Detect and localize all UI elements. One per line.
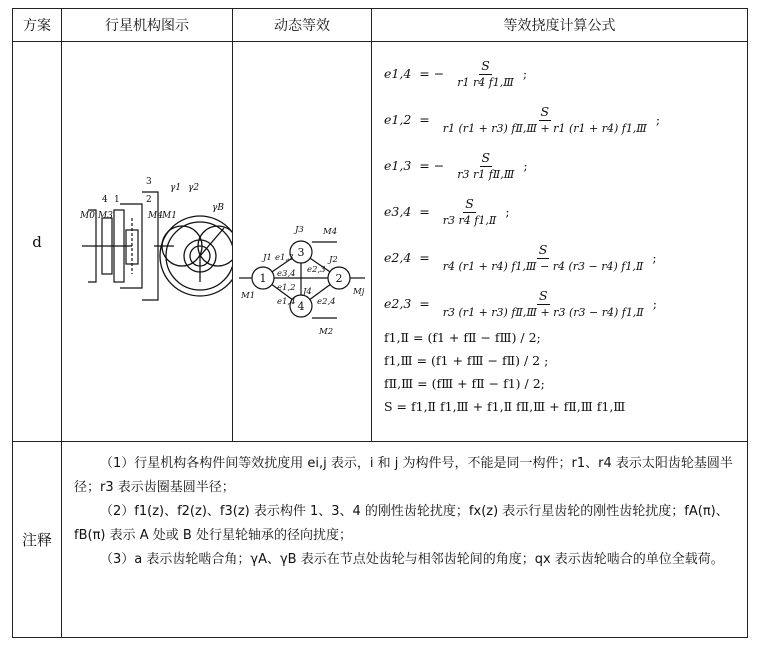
- note-1: （1）行星机构各构件间等效扰度用 ei,j 表示，i 和 j 为构件号，不能是同一构件；r1、r4 表示太阳齿轮基圆半径；r3 表示齿圈基圆半径；: [74, 456, 733, 495]
- notes-row: [13, 442, 748, 638]
- dyn-label-e23: e2,3: [307, 265, 326, 275]
- formula-e14: [384, 50, 747, 96]
- formula-lhs: e2,4: [384, 249, 412, 265]
- header-mechanism: 行星机构图示: [62, 9, 233, 42]
- dyn-node-1-label: 1: [259, 272, 267, 285]
- header-dynamic: 动态等效: [233, 9, 372, 42]
- formula-sign: =: [419, 249, 430, 265]
- fraction-denominator: r3 r1 fⅡ,Ⅲ: [457, 167, 515, 181]
- formula-tail: ;: [655, 111, 661, 127]
- dynamic-cell: [233, 42, 372, 442]
- formula-sign: =: [419, 203, 430, 219]
- dyn-label-m2: M2: [319, 327, 334, 337]
- fraction-numerator: S: [538, 287, 548, 303]
- mechanism-cell: [62, 42, 233, 442]
- fraction-numerator: S: [481, 149, 491, 165]
- formula-sign: = −: [419, 157, 445, 173]
- fraction-denominator: r3 r4 f1,Ⅱ: [442, 213, 497, 227]
- header-formula: 等效挠度计算公式: [372, 9, 748, 42]
- dyn-label-e24: e2,4: [317, 297, 336, 307]
- formula-tail: ;: [522, 65, 528, 81]
- planetary-mechanism-diagram: [62, 42, 232, 437]
- fraction-denominator: r4 (r1 + r4) f1,Ⅲ − r4 (r3 − r4) f1,Ⅱ: [442, 259, 644, 273]
- dyn-label-e14: e1,4: [277, 297, 296, 307]
- mech-ring-gear-circle: [160, 216, 232, 296]
- mech-label-3: 3: [146, 177, 152, 187]
- dyn-label-m4: M4: [323, 227, 338, 237]
- fraction-denominator: r1 (r1 + r3) fⅡ,Ⅲ + r1 (r1 + r4) f1,Ⅲ: [442, 121, 647, 135]
- dyn-label-j2: J2: [329, 255, 338, 265]
- header-row: [13, 9, 748, 42]
- mech-label-gammaB: γB: [212, 203, 224, 213]
- formula-cell: [372, 42, 748, 442]
- formula-e13: [384, 142, 747, 188]
- formula-e12: [384, 96, 747, 142]
- dyn-label-e34: e3,4: [277, 269, 296, 279]
- fraction: [455, 150, 516, 181]
- scheme-id: d: [13, 42, 62, 442]
- formula-e24: [384, 234, 747, 280]
- formula-e34: [384, 188, 747, 234]
- formula-tail: ;: [523, 157, 528, 173]
- mech-label-gamma2: γ2: [188, 183, 200, 193]
- mech-label-m3: M3: [98, 211, 113, 221]
- formula-e23: [384, 280, 747, 326]
- formula-tail: ;: [652, 249, 657, 265]
- formula-lhs: e1,3: [384, 157, 412, 173]
- note-3: （3）a 表示齿轮啮合角；γA、γB 表示在节点处齿轮与相邻齿轮间的角度；qx 表示齿轮啮合的单位全载荷。: [100, 552, 724, 567]
- fraction: [441, 104, 649, 135]
- fraction-numerator: S: [465, 195, 474, 211]
- mech-label-gamma1: γ1: [170, 183, 182, 193]
- dyn-label-m1: M1: [241, 291, 256, 301]
- dyn-node-4-label: 4: [297, 300, 305, 313]
- formula-lhs: e1,2: [384, 111, 412, 127]
- fraction: [441, 196, 499, 227]
- mech-label-2: 2: [146, 195, 152, 205]
- mech-label-m1: M1: [162, 211, 177, 221]
- dyn-node-3-label: 3: [297, 246, 305, 259]
- fraction-denominator: r1 r4 f1,Ⅲ: [457, 75, 514, 89]
- mech-label-m0: M0: [80, 211, 95, 221]
- dyn-label-e12: e1,2: [277, 283, 296, 293]
- header-scheme: 方案: [13, 9, 62, 42]
- formula-tail: ;: [652, 295, 658, 311]
- dyn-label-j4: J4: [303, 287, 312, 297]
- formula-s: S = f1,Ⅱ f1,Ⅲ + f1,Ⅱ fⅡ,Ⅲ + fⅡ,Ⅲ f1,Ⅲ: [384, 399, 626, 414]
- dyn-node-2-label: 2: [335, 272, 343, 285]
- formula-f2-3: fⅡ,Ⅲ = (fⅢ + fⅡ − f1) / 2;: [384, 376, 545, 391]
- fraction-numerator: S: [538, 241, 548, 257]
- mech-label-m4: M4: [148, 211, 163, 221]
- formula-sign: =: [419, 295, 430, 311]
- mech-label-1: 1: [114, 195, 120, 205]
- fraction-denominator: r3 (r1 + r3) fⅡ,Ⅲ + r3 (r3 − r4) f1,Ⅱ: [442, 305, 644, 319]
- notes-label: 注释: [13, 442, 62, 638]
- formula-lhs: e3,4: [384, 203, 412, 219]
- dynamic-equivalent-diagram: [233, 42, 371, 437]
- fraction: [441, 288, 646, 319]
- fraction-numerator: S: [540, 103, 550, 119]
- dyn-label-mj: Mj: [353, 287, 365, 297]
- fraction: [455, 58, 516, 89]
- notes-cell: [62, 442, 748, 638]
- formula-f1-2: f1,Ⅱ = (f1 + fⅡ − fⅢ) / 2;: [384, 330, 541, 345]
- fraction: [441, 242, 646, 273]
- note-2: （2）f1(z)、f2(z)、f3(z) 表示构件 1、3、4 的刚性齿轮扰度；fx(z) 表示行星齿轮的刚性齿轮扰度；fA(π)、fB(π) 表示 A 处或 B 处行星轮轴承的径向扰度；: [74, 504, 729, 543]
- dyn-label-e13: e1,3: [275, 253, 294, 263]
- formula-table: [12, 8, 748, 638]
- formula-sign: =: [419, 111, 430, 127]
- formula-tail: ;: [505, 203, 510, 219]
- mech-label-4: 4: [102, 195, 108, 205]
- scheme-row: [13, 42, 748, 442]
- fraction-numerator: S: [481, 57, 490, 73]
- formula-lhs: e2,3: [384, 295, 412, 311]
- dyn-label-j3: J3: [295, 225, 304, 235]
- formula-lhs: e1,4: [384, 65, 412, 81]
- formula-sign: = −: [419, 65, 445, 81]
- formula-f1-3: f1,Ⅲ = (f1 + fⅢ − fⅡ) / 2 ;: [384, 353, 549, 368]
- dyn-label-j1: J1: [263, 253, 272, 263]
